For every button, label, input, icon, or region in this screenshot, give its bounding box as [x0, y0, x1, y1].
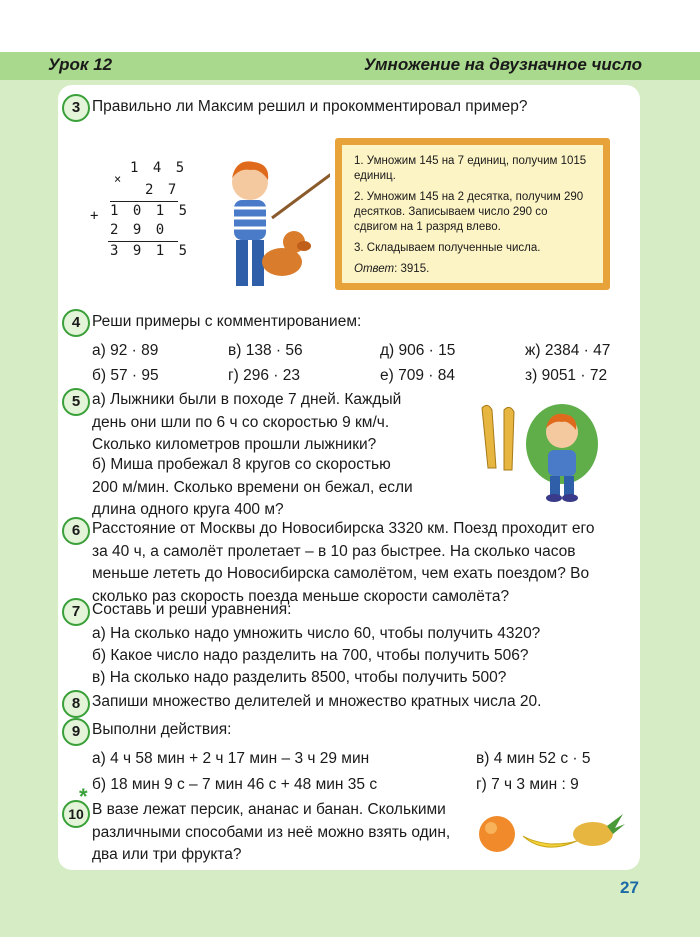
task5-b-line: б) Миша пробежал 8 кругов со скоростью [92, 456, 391, 473]
task-number-7: 7 [62, 598, 90, 626]
task10-line: В вазе лежат персик, ананас и банан. Сколькими [92, 801, 446, 818]
task10-line: два или три фрукта? [92, 846, 242, 863]
board-step-3: 3. Складываем полученные числа. [354, 242, 541, 254]
task-number-3: 3 [62, 94, 90, 122]
product: 3 9 1 5 [110, 243, 191, 259]
line-1 [110, 201, 178, 202]
task8-text: Запиши множество делителей и множество кратных числа 20. [92, 693, 542, 710]
task4-item: д) 906 · 15 [380, 342, 456, 359]
task5-b-line: 200 м/мин. Сколько времени он бежал, если [92, 478, 413, 496]
task5-a-line: день они шли по 6 ч со скоростью 9 км/ч. [92, 413, 390, 431]
task4-item: в) 138 · 56 [228, 342, 303, 359]
task5-b [92, 454, 413, 522]
partial-product-1: 1 0 1 5 [110, 203, 191, 219]
task5-a-line: Сколько километров прошли лыжники? [92, 436, 377, 453]
task-number-9: 9 [62, 718, 90, 746]
task6-line: меньше лететь до Новосибирска самолётом, чем ехать поездом? Во [92, 565, 590, 582]
top-margin [0, 0, 700, 52]
task4-item: ж) 2384 · 47 [525, 342, 611, 359]
board-step-2: 2. Умножим 145 на 2 десятка, получим 290 десятков. Записываем число 290 со сдвигом на 1 разряд влево. [354, 191, 584, 233]
multiplier: 2 7 [145, 182, 180, 198]
task7-item: б) Какое число надо разделить на 700, чтобы получить 506? [92, 647, 529, 664]
task5-a-line: а) Лыжники были в походе 7 дней. Каждый [92, 391, 402, 408]
task6-line: сколько раз скорость поезда меньше скорости самолёта? [92, 587, 510, 605]
task7-item: в) На сколько надо разделить 8500, чтобы получить 500? [92, 669, 507, 686]
task10-text [92, 799, 450, 867]
plus-sign: + [90, 208, 102, 224]
skier-boy-illustration [470, 398, 620, 506]
task10-line: различными способами из неё можно взять один, [92, 823, 451, 841]
task-number-4: 4 [62, 309, 90, 337]
task4-item: б) 57 · 95 [92, 367, 159, 384]
task4-item: а) 92 · 89 [92, 342, 159, 359]
task3-question: Правильно ли Максим решил и прокомментировал пример? [92, 98, 528, 115]
task-number-6: 6 [62, 517, 90, 545]
task9-a: а) 4 ч 58 мин + 2 ч 17 мин – 3 ч 29 мин [92, 750, 370, 767]
task9-b: б) 18 мин 9 с – 7 мин 46 с + 48 мин 35 с [92, 776, 378, 793]
task4-title: Реши примеры с комментированием: [92, 313, 362, 330]
task9-v: в) 4 мин 52 с · 5 [476, 750, 591, 767]
page-number: 27 [620, 878, 639, 897]
lesson-topic: Умножение на двузначное число [363, 55, 642, 74]
board-answer-label: Ответ [354, 263, 395, 275]
task6-text [92, 518, 594, 608]
task6-line: за 40 ч, а самолёт пролетает – в 10 раз быстрее. На сколько часов [92, 542, 576, 560]
task9-title: Выполни действия: [92, 721, 232, 738]
task-number-8: 8 [62, 690, 90, 718]
explanation-board [335, 138, 610, 290]
task4-item: з) 9051 · 72 [525, 367, 608, 384]
task5-b-line: длина одного круга 400 м? [92, 501, 284, 518]
task6-line: Расстояние от Москвы до Новосибирска 3320 км. Поезд проходит его [92, 520, 595, 537]
task9-g: г) 7 ч 3 мин : 9 [476, 776, 579, 793]
board-step-1: 1. Умножим 145 на 7 единиц, получим 1015 единиц. [354, 155, 587, 182]
boy-with-dog-illustration [210, 150, 330, 300]
task4-item: е) 709 · 84 [380, 367, 455, 384]
board-answer-value: : 3915. [394, 263, 430, 275]
task-number-5: 5 [62, 388, 90, 416]
partial-product-2: 2 9 0 [110, 222, 168, 238]
lesson-header [0, 52, 700, 80]
multiplicand: 1 4 5 [130, 160, 188, 176]
multiply-sign: × [114, 172, 125, 186]
task7-title: Составь и реши уравнения: [92, 601, 292, 618]
line-2 [108, 241, 178, 242]
task5-a [92, 389, 401, 457]
task-number-10: 10 [62, 800, 90, 828]
task7-item: а) На сколько надо умножить число 60, чтобы получить 4320? [92, 625, 541, 642]
fruits-illustration [475, 806, 625, 856]
lesson-label: Урок 12 [48, 55, 113, 74]
task4-item: г) 296 · 23 [228, 367, 300, 384]
difficulty-star: * [79, 784, 88, 809]
